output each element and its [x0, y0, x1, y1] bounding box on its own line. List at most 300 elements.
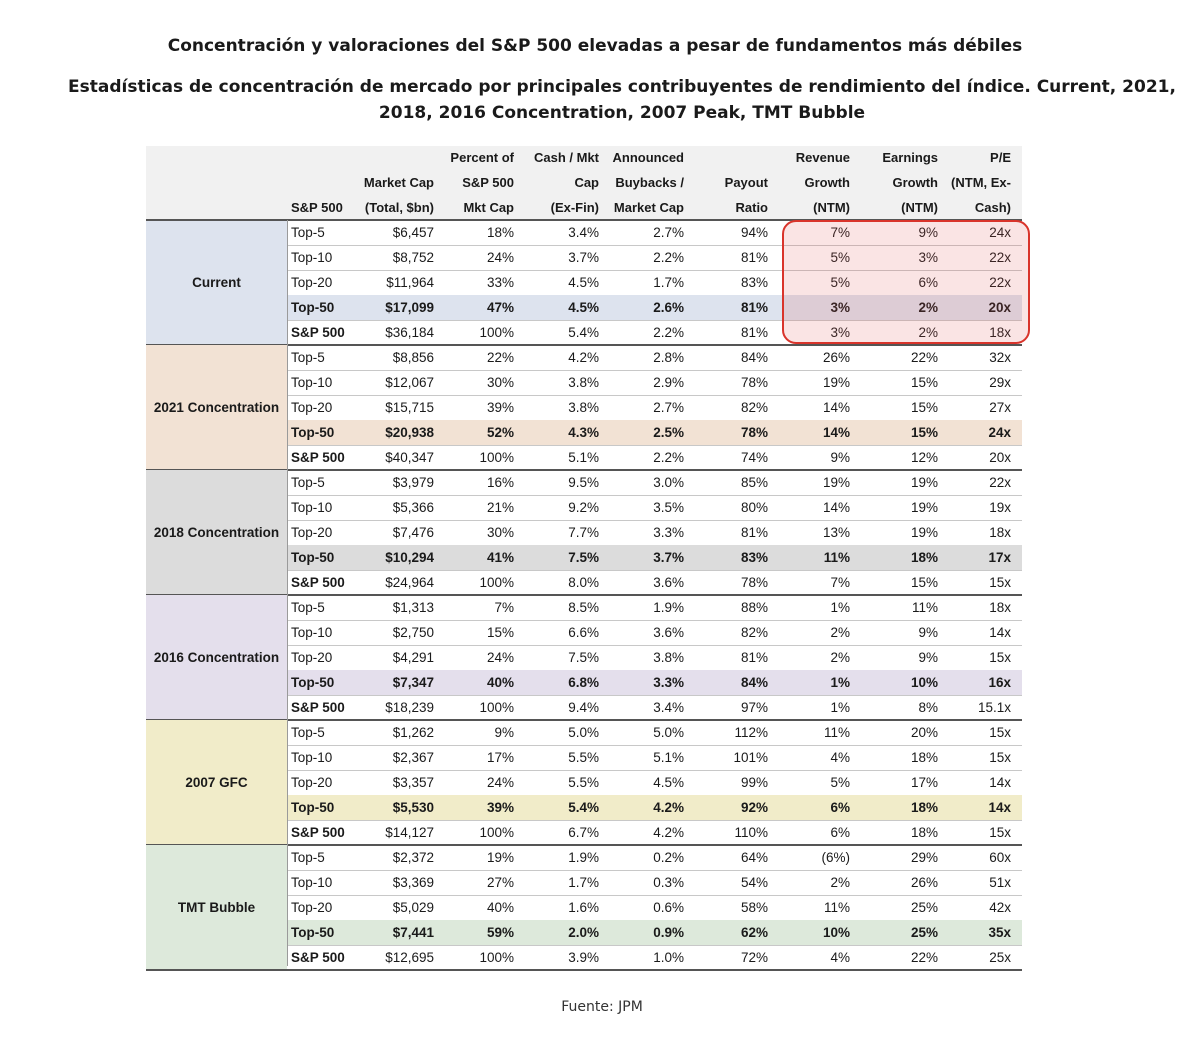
cell-buybacks: 3.0%	[653, 475, 684, 490]
cell-cash_mkt_cap: 5.1%	[568, 450, 599, 465]
cell-rev_growth: 1%	[830, 700, 850, 715]
cell-sp500: Top-20	[291, 650, 333, 665]
cell-pe: 35x	[988, 925, 1011, 940]
cell-sp500: Top-50	[291, 675, 335, 690]
cell-sp500: Top-20	[291, 275, 333, 290]
cell-rev_growth: 4%	[830, 950, 850, 965]
cell-buybacks: 5.1%	[653, 750, 684, 765]
cell-earn_growth: 22%	[910, 950, 938, 965]
cell-rev_growth: 3%	[830, 300, 850, 315]
column-header-pe	[946, 146, 1011, 220]
cell-buybacks: 0.2%	[653, 850, 684, 865]
cell-cash_mkt_cap: 4.2%	[568, 350, 599, 365]
column-header-line: Percent of	[450, 150, 514, 165]
column-header-line: Revenue	[795, 150, 850, 165]
column-header-payout	[694, 146, 768, 220]
cell-pct_sp500: 9%	[494, 725, 514, 740]
cell-pct_sp500: 22%	[486, 350, 514, 365]
cell-cash_mkt_cap: 3.8%	[568, 375, 599, 390]
cell-market_cap: $20,938	[385, 425, 434, 440]
cell-payout: 72%	[740, 950, 768, 965]
cell-pe: 24x	[988, 425, 1011, 440]
cell-payout: 81%	[740, 250, 768, 265]
cell-payout: 94%	[740, 225, 768, 240]
cell-sp500: Top-10	[291, 375, 333, 390]
cell-market_cap: $7,347	[392, 675, 434, 690]
cell-rev_growth: 7%	[830, 225, 850, 240]
cell-rev_growth: 7%	[830, 575, 850, 590]
cell-cash_mkt_cap: 9.4%	[568, 700, 599, 715]
cell-sp500: S&P 500	[291, 450, 345, 465]
cell-earn_growth: 17%	[910, 775, 938, 790]
cell-market_cap: $2,750	[392, 625, 434, 640]
cell-pct_sp500: 59%	[486, 925, 514, 940]
cell-pe: 32x	[989, 350, 1011, 365]
cell-market_cap: $24,964	[385, 575, 434, 590]
cell-pct_sp500: 39%	[486, 400, 514, 415]
column-header-line: Cash)	[974, 200, 1011, 215]
cell-rev_growth: 2%	[830, 875, 850, 890]
cell-market_cap: $7,476	[392, 525, 434, 540]
cell-earn_growth: 9%	[918, 650, 938, 665]
cell-market_cap: $1,313	[392, 600, 434, 615]
cell-sp500: S&P 500	[291, 575, 345, 590]
column-header-line: Growth	[804, 175, 850, 190]
cell-rev_growth: 3%	[830, 325, 850, 340]
cell-payout: 84%	[740, 350, 768, 365]
cell-earn_growth: 2%	[918, 300, 938, 315]
cell-pe: 25x	[989, 950, 1011, 965]
cell-earn_growth: 18%	[910, 750, 938, 765]
column-header-line: Mkt Cap	[463, 200, 514, 215]
cell-buybacks: 2.2%	[653, 325, 684, 340]
cell-payout: 88%	[740, 600, 768, 615]
cell-market_cap: $14,127	[385, 825, 434, 840]
cell-cash_mkt_cap: 1.7%	[568, 875, 599, 890]
column-header-line: (NTM)	[813, 200, 850, 215]
cell-buybacks: 3.4%	[653, 700, 684, 715]
column-header-buybacks	[606, 146, 684, 220]
cell-pct_sp500: 24%	[486, 775, 514, 790]
cell-sp500: Top-5	[291, 850, 325, 865]
cell-pct_sp500: 33%	[486, 275, 514, 290]
cell-cash_mkt_cap: 5.5%	[568, 750, 599, 765]
cell-pct_sp500: 100%	[479, 575, 514, 590]
cell-market_cap: $12,695	[385, 950, 434, 965]
cell-payout: 82%	[740, 625, 768, 640]
cell-sp500: Top-50	[291, 925, 335, 940]
cell-buybacks: 5.0%	[653, 725, 684, 740]
chart-title: Concentración y valoraciones del S&P 500 elevadas a pesar de fundamentos más débiles	[167, 36, 1023, 56]
cell-sp500: S&P 500	[291, 325, 345, 340]
group-label: 2016 Concentration	[146, 595, 287, 720]
column-header-line: Ratio	[735, 200, 768, 215]
cell-market_cap: $2,372	[392, 850, 434, 865]
cell-market_cap: $12,067	[385, 375, 434, 390]
cell-rev_growth: 11%	[823, 725, 850, 740]
column-header-line: S&P 500	[462, 175, 514, 190]
cell-rev_growth: 2%	[830, 650, 850, 665]
cell-market_cap: $6,457	[392, 225, 434, 240]
cell-rev_growth: 11%	[823, 900, 850, 915]
cell-buybacks: 2.8%	[653, 350, 684, 365]
cell-sp500: S&P 500	[291, 700, 345, 715]
column-header-line: Earnings	[882, 150, 938, 165]
cell-market_cap: $36,184	[385, 325, 434, 340]
cell-pct_sp500: 17%	[486, 750, 514, 765]
cell-pct_sp500: 39%	[486, 800, 514, 815]
cell-pe: 16x	[988, 675, 1011, 690]
cell-payout: 81%	[740, 325, 768, 340]
cell-buybacks: 0.6%	[653, 900, 684, 915]
cell-earn_growth: 19%	[910, 475, 938, 490]
cell-payout: 78%	[740, 375, 768, 390]
cell-pe: 22x	[989, 475, 1011, 490]
cell-earn_growth: 22%	[910, 350, 938, 365]
cell-pct_sp500: 40%	[486, 900, 514, 915]
cell-sp500: Top-50	[291, 300, 335, 315]
cell-market_cap: $18,239	[385, 700, 434, 715]
cell-earn_growth: 19%	[910, 500, 938, 515]
column-header-earn_growth	[858, 146, 938, 220]
cell-cash_mkt_cap: 7.7%	[568, 525, 599, 540]
chart-subtitle: Estadísticas de concentración de mercado por principales contribuyentes de rendimiento del índice. Current, 2021, 2018, 2016 Concentration, 2007 Peak, TMT Bubble	[68, 77, 1176, 123]
cell-earn_growth: 3%	[918, 250, 938, 265]
cell-pct_sp500: 41%	[486, 550, 514, 565]
cell-earn_growth: 19%	[910, 525, 938, 540]
cell-buybacks: 2.7%	[653, 400, 684, 415]
cell-cash_mkt_cap: 3.8%	[568, 400, 599, 415]
cell-rev_growth: 14%	[822, 500, 850, 515]
cell-payout: 78%	[740, 425, 768, 440]
cell-payout: 78%	[740, 575, 768, 590]
cell-rev_growth: 6%	[830, 825, 850, 840]
cell-sp500: Top-10	[291, 875, 333, 890]
cell-pe: 29x	[989, 375, 1011, 390]
cell-payout: 58%	[740, 900, 768, 915]
group-label: 2018 Concentration	[146, 470, 287, 595]
cell-payout: 74%	[740, 450, 768, 465]
cell-pe: 60x	[989, 850, 1011, 865]
cell-earn_growth: 18%	[910, 800, 938, 815]
cell-market_cap: $8,856	[392, 350, 434, 365]
cell-payout: 112%	[734, 725, 768, 740]
cell-sp500: Top-5	[291, 350, 325, 365]
cell-buybacks: 2.7%	[653, 225, 684, 240]
concentration-table	[146, 146, 1022, 966]
cell-payout: 81%	[740, 525, 768, 540]
cell-market_cap: $4,291	[392, 650, 434, 665]
cell-pct_sp500: 21%	[486, 500, 514, 515]
source-note: Fuente: JPM	[561, 999, 643, 1015]
cell-pe: 15x	[989, 575, 1011, 590]
cell-market_cap: $5,029	[392, 900, 434, 915]
cell-sp500: Top-50	[291, 800, 335, 815]
group-label: Current	[146, 220, 287, 345]
cell-rev_growth: 13%	[822, 525, 850, 540]
cell-rev_growth: 5%	[830, 775, 850, 790]
cell-payout: 80%	[740, 500, 768, 515]
cell-pe: 22x	[989, 275, 1011, 290]
cell-cash_mkt_cap: 3.4%	[568, 225, 599, 240]
cell-rev_growth: 5%	[830, 250, 850, 265]
cell-pct_sp500: 24%	[486, 650, 514, 665]
cell-cash_mkt_cap: 5.4%	[568, 800, 599, 815]
cell-cash_mkt_cap: 4.3%	[568, 425, 599, 440]
cell-payout: 81%	[740, 650, 768, 665]
cell-pe: 27x	[989, 400, 1011, 415]
column-header-line: (Total, $bn)	[364, 200, 434, 215]
cell-earn_growth: 12%	[910, 450, 938, 465]
cell-payout: 85%	[740, 475, 768, 490]
cell-cash_mkt_cap: 9.5%	[568, 475, 599, 490]
column-header-line: Cash / Mkt	[533, 150, 599, 165]
cell-payout: 83%	[740, 275, 768, 290]
cell-payout: 110%	[734, 825, 768, 840]
cell-market_cap: $2,367	[392, 750, 434, 765]
cell-cash_mkt_cap: 8.5%	[568, 600, 599, 615]
cell-pct_sp500: 7%	[494, 600, 514, 615]
column-header-line: Growth	[892, 175, 938, 190]
cell-pct_sp500: 100%	[479, 700, 514, 715]
cell-rev_growth: 14%	[822, 400, 850, 415]
column-header-line: Market Cap	[613, 200, 684, 215]
group-divider	[146, 969, 1022, 971]
cell-market_cap: $10,294	[385, 550, 434, 565]
cell-buybacks: 1.7%	[653, 275, 684, 290]
cell-rev_growth: 10%	[822, 925, 850, 940]
cell-buybacks: 3.8%	[653, 650, 684, 665]
cell-pct_sp500: 100%	[479, 825, 514, 840]
cell-rev_growth: 6%	[830, 800, 850, 815]
cell-buybacks: 2.2%	[653, 450, 684, 465]
cell-rev_growth: 11%	[823, 550, 850, 565]
cell-pe: 14x	[988, 800, 1011, 815]
cell-buybacks: 0.9%	[653, 925, 684, 940]
cell-sp500: Top-20	[291, 775, 333, 790]
cell-pct_sp500: 18%	[486, 225, 514, 240]
cell-earn_growth: 25%	[910, 900, 938, 915]
cell-sp500: Top-5	[291, 725, 325, 740]
cell-earn_growth: 11%	[911, 600, 938, 615]
cell-sp500: S&P 500	[291, 950, 345, 965]
column-header-line: (NTM, Ex-	[951, 175, 1011, 190]
cell-buybacks: 1.0%	[653, 950, 684, 965]
cell-sp500: Top-20	[291, 525, 333, 540]
cell-earn_growth: 26%	[910, 875, 938, 890]
cell-pct_sp500: 47%	[486, 300, 514, 315]
cell-buybacks: 3.6%	[653, 625, 684, 640]
cell-pct_sp500: 100%	[479, 950, 514, 965]
cell-rev_growth: 2%	[830, 625, 850, 640]
cell-buybacks: 1.9%	[653, 600, 684, 615]
cell-rev_growth: (6%)	[821, 850, 850, 865]
cell-payout: 82%	[740, 400, 768, 415]
cell-pct_sp500: 100%	[479, 450, 514, 465]
cell-rev_growth: 26%	[822, 350, 850, 365]
cell-rev_growth: 1%	[830, 600, 850, 615]
cell-sp500: Top-20	[291, 400, 333, 415]
cell-cash_mkt_cap: 3.9%	[568, 950, 599, 965]
cell-pe: 51x	[989, 875, 1011, 890]
column-header-pct_sp500	[438, 146, 514, 220]
cell-rev_growth: 4%	[830, 750, 850, 765]
cell-pe: 20x	[988, 300, 1011, 315]
cell-market_cap: $7,441	[392, 925, 434, 940]
cell-buybacks: 3.5%	[653, 500, 684, 515]
group-label: TMT Bubble	[146, 845, 287, 970]
cell-pe: 15x	[989, 725, 1011, 740]
cell-cash_mkt_cap: 6.7%	[568, 825, 599, 840]
cell-earn_growth: 8%	[918, 700, 938, 715]
cell-pe: 15x	[989, 825, 1011, 840]
cell-cash_mkt_cap: 7.5%	[568, 650, 599, 665]
cell-earn_growth: 25%	[910, 925, 938, 940]
cell-buybacks: 4.5%	[653, 775, 684, 790]
cell-pct_sp500: 24%	[486, 250, 514, 265]
cell-cash_mkt_cap: 9.2%	[568, 500, 599, 515]
cell-sp500: Top-10	[291, 500, 333, 515]
cell-market_cap: $5,366	[392, 500, 434, 515]
cell-payout: 101%	[733, 750, 768, 765]
cell-cash_mkt_cap: 7.5%	[568, 550, 599, 565]
cell-sp500: S&P 500	[291, 825, 345, 840]
cell-earn_growth: 15%	[910, 425, 938, 440]
cell-market_cap: $15,715	[385, 400, 434, 415]
cell-payout: 81%	[740, 300, 768, 315]
column-header-line: Market Cap	[363, 175, 434, 190]
cell-buybacks: 2.2%	[653, 250, 684, 265]
cell-buybacks: 3.7%	[653, 550, 684, 565]
cell-payout: 99%	[740, 775, 768, 790]
cell-cash_mkt_cap: 4.5%	[568, 300, 599, 315]
cell-earn_growth: 10%	[910, 675, 938, 690]
cell-cash_mkt_cap: 1.9%	[568, 850, 599, 865]
cell-pe: 18x	[989, 525, 1011, 540]
column-header-sp500	[291, 146, 351, 220]
cell-cash_mkt_cap: 5.0%	[568, 725, 599, 740]
column-header-market_cap	[354, 146, 434, 220]
cell-market_cap: $3,979	[392, 475, 434, 490]
cell-payout: 83%	[740, 550, 768, 565]
cell-payout: 97%	[740, 700, 768, 715]
cell-sp500: Top-10	[291, 750, 333, 765]
cell-rev_growth: 5%	[830, 275, 850, 290]
cell-rev_growth: 19%	[822, 475, 850, 490]
cell-pe: 20x	[989, 450, 1011, 465]
cell-earn_growth: 9%	[918, 225, 938, 240]
column-header-line: (Ex-Fin)	[550, 200, 599, 215]
column-header-line: Buybacks /	[615, 175, 684, 190]
cell-buybacks: 4.2%	[653, 800, 684, 815]
cell-pct_sp500: 30%	[486, 375, 514, 390]
cell-pe: 15x	[989, 750, 1011, 765]
column-header-line: Announced	[612, 150, 684, 165]
cell-pct_sp500: 16%	[486, 475, 514, 490]
cell-sp500: Top-50	[291, 550, 335, 565]
cell-earn_growth: 15%	[910, 575, 938, 590]
cell-pct_sp500: 30%	[486, 525, 514, 540]
cell-payout: 64%	[740, 850, 768, 865]
cell-payout: 62%	[740, 925, 768, 940]
cell-buybacks: 3.3%	[653, 675, 684, 690]
cell-market_cap: $17,099	[385, 300, 434, 315]
cell-sp500: Top-20	[291, 900, 333, 915]
cell-market_cap: $3,357	[392, 775, 434, 790]
cell-pe: 22x	[989, 250, 1011, 265]
cell-earn_growth: 20%	[910, 725, 938, 740]
cell-buybacks: 3.3%	[653, 525, 684, 540]
cell-cash_mkt_cap: 6.8%	[568, 675, 599, 690]
cell-payout: 54%	[740, 875, 768, 890]
column-header-line: Payout	[724, 175, 768, 190]
cell-earn_growth: 2%	[918, 325, 938, 340]
cell-payout: 92%	[740, 800, 768, 815]
cell-earn_growth: 6%	[918, 275, 938, 290]
column-header-line: P/E	[990, 150, 1011, 165]
cell-sp500: Top-5	[291, 600, 325, 615]
column-header-cash_mkt_cap	[526, 146, 599, 220]
cell-buybacks: 2.9%	[653, 375, 684, 390]
cell-market_cap: $8,752	[392, 250, 434, 265]
cell-pe: 14x	[989, 775, 1011, 790]
cell-earn_growth: 15%	[910, 375, 938, 390]
cell-cash_mkt_cap: 5.4%	[568, 325, 599, 340]
cell-earn_growth: 29%	[910, 850, 938, 865]
cell-cash_mkt_cap: 4.5%	[568, 275, 599, 290]
cell-earn_growth: 15%	[910, 400, 938, 415]
cell-sp500: Top-10	[291, 250, 333, 265]
cell-buybacks: 0.3%	[653, 875, 684, 890]
column-header-line: (NTM)	[901, 200, 938, 215]
cell-cash_mkt_cap: 3.7%	[568, 250, 599, 265]
cell-pct_sp500: 40%	[486, 675, 514, 690]
cell-pe: 42x	[989, 900, 1011, 915]
cell-pe: 24x	[989, 225, 1011, 240]
cell-pe: 18x	[989, 325, 1011, 340]
cell-rev_growth: 9%	[830, 450, 850, 465]
column-header-line: Cap	[574, 175, 599, 190]
cell-cash_mkt_cap: 2.0%	[568, 925, 599, 940]
cell-pct_sp500: 100%	[479, 325, 514, 340]
cell-pct_sp500: 52%	[486, 425, 514, 440]
cell-sp500: Top-5	[291, 475, 325, 490]
current-valuation-highlight	[782, 220, 1030, 344]
cell-buybacks: 4.2%	[653, 825, 684, 840]
cell-rev_growth: 19%	[822, 375, 850, 390]
cell-market_cap: $11,964	[386, 275, 434, 290]
cell-rev_growth: 14%	[822, 425, 850, 440]
cell-pe: 18x	[989, 600, 1011, 615]
cell-earn_growth: 9%	[918, 625, 938, 640]
cell-pe: 15.1x	[977, 700, 1011, 715]
cell-pe: 19x	[989, 500, 1011, 515]
cell-market_cap: $5,530	[392, 800, 434, 815]
cell-sp500: Top-50	[291, 425, 335, 440]
cell-sp500: Top-10	[291, 625, 333, 640]
cell-pct_sp500: 19%	[486, 850, 514, 865]
cell-earn_growth: 18%	[910, 550, 938, 565]
cell-pe: 14x	[989, 625, 1011, 640]
cell-pe: 17x	[988, 550, 1011, 565]
cell-cash_mkt_cap: 5.5%	[568, 775, 599, 790]
column-header-line: S&P 500	[291, 200, 343, 215]
group-column-divider	[287, 220, 288, 966]
cell-buybacks: 3.6%	[653, 575, 684, 590]
cell-pe: 15x	[989, 650, 1011, 665]
cell-pct_sp500: 15%	[486, 625, 514, 640]
cell-earn_growth: 18%	[910, 825, 938, 840]
